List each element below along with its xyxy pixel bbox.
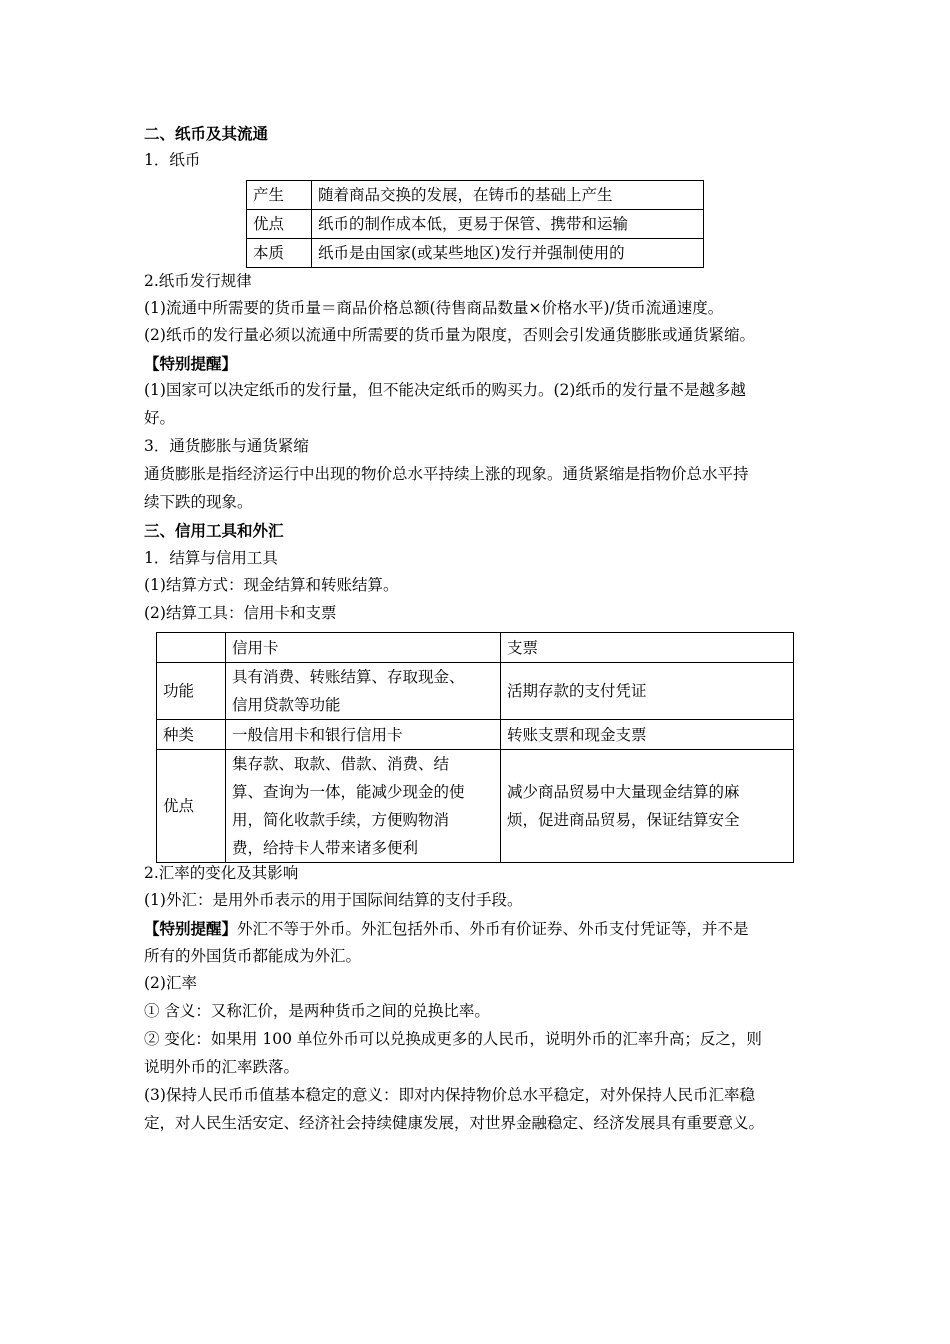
table-cell: 纸币是由国家(或某些地区)发行并强制使用的 — [312, 239, 704, 268]
issuance-rule-subheading: 2.纸币发行规律 — [144, 272, 252, 290]
cell-line: 集存款、取款、借款、消费、结 — [232, 755, 450, 773]
exchange-rate-subheading: 2.汇率的变化及其影响 — [144, 864, 299, 882]
paper-money-table — [246, 180, 704, 268]
inflation-subheading: 3．通货膨胀与通货紧缩 — [144, 437, 309, 455]
table-cell — [226, 663, 501, 720]
table-cell: 产生 — [247, 181, 312, 210]
table-cell: 种类 — [157, 720, 226, 750]
table-cell: 功能 — [157, 663, 226, 720]
paragraph: (1)外汇：是用外币表示的用于国际间结算的支付手段。 — [144, 891, 523, 909]
paragraph: (3)保持人民币币值基本稳定的意义：即对内保持物价总水平稳定，对外保持人民币汇率稳 — [144, 1086, 755, 1104]
cell-line: 用，简化收款手续，方便购物消 — [232, 811, 450, 829]
paragraph: 好。 — [144, 409, 176, 427]
table-row — [157, 663, 794, 720]
paragraph: (1)国家可以决定纸币的发行量，但不能决定纸币的购买力。(2)纸币的发行量不是越多越 — [144, 381, 746, 399]
cell-line: 一般信用卡和银行信用卡 — [232, 725, 403, 744]
cell-line: 算、查询为一体，能减少现金的使 — [232, 783, 465, 801]
table-row — [247, 239, 704, 268]
paragraph: 所有的外国货币都能成为外汇。 — [144, 947, 362, 965]
cell-line: 费，给持卡人带来诸多便利 — [232, 839, 419, 857]
cell-line: 减少商品贸易中大量现金结算的麻 — [507, 783, 740, 801]
paper-money-subheading: 1．纸币 — [144, 151, 201, 169]
cell-line: 活期存款的支付凭证 — [507, 682, 647, 700]
table-cell: 本质 — [247, 239, 312, 268]
paragraph: (2)汇率 — [144, 974, 197, 992]
paragraph: ① 含义：又称汇价，是两种货币之间的兑换比率。 — [144, 1002, 490, 1020]
table-cell: 随着商品交换的发展，在铸币的基础上产生 — [312, 181, 704, 210]
table-cell — [157, 633, 226, 663]
cell-line: 具有消费、转账结算、存取现金、 — [232, 668, 465, 686]
table-cell — [501, 663, 794, 720]
paragraph-text: 外汇不等于外币。外汇包括外币、外币有价证券、外币支付凭证等，并不是 — [237, 920, 749, 938]
table-cell — [501, 750, 794, 863]
table-row — [247, 181, 704, 210]
special-reminder-label: 【特别提醒】 — [144, 919, 238, 938]
section3-heading: 三、信用工具和外汇 — [144, 521, 284, 540]
paragraph: 说明外币的汇率跌落。 — [144, 1058, 300, 1076]
paragraph: 续下跌的现象。 — [144, 493, 253, 511]
table-cell: 纸币的制作成本低，更易于保管、携带和运输 — [312, 210, 704, 239]
paragraph: 通货膨胀是指经济运行中出现的物价总水平持续上涨的现象。通货紧缩是指物价总水平持 — [144, 465, 749, 483]
table-cell: 信用卡 — [226, 633, 501, 663]
paragraph: (2)纸币的发行量必须以流通中所需要的货币量为限度，否则会引发通货膨胀或通货紧缩。 — [144, 326, 755, 344]
table-row — [157, 720, 794, 750]
credit-tools-table — [156, 632, 794, 863]
section2-heading: 二、纸币及其流通 — [144, 124, 269, 143]
table-row — [247, 210, 704, 239]
cell-line: 烦，促进商品贸易，保证结算安全 — [507, 811, 740, 829]
table-cell — [226, 720, 501, 750]
table-cell — [226, 750, 501, 863]
paragraph: (1)流通中所需要的货币量＝商品价格总额(待售商品数量×价格水平)/货币流通速度。 — [144, 299, 724, 317]
cell-line: 信用贷款等功能 — [232, 696, 341, 714]
paragraph — [144, 915, 808, 943]
table-cell: 优点 — [157, 750, 226, 863]
cell-line: 转账支票和现金支票 — [507, 725, 647, 744]
table-cell — [501, 720, 794, 750]
table-cell: 支票 — [501, 633, 794, 663]
paragraph: 定，对人民生活安定、经济社会持续健康发展，对世界金融稳定、经济发展具有重要意义。 — [144, 1114, 765, 1132]
special-reminder-label: 【特别提醒】 — [144, 354, 238, 373]
paragraph: (1)结算方式：现金结算和转账结算。 — [144, 576, 399, 594]
table-cell: 优点 — [247, 210, 312, 239]
paragraph: ② 变化：如果用 100 单位外币可以兑换成更多的人民币，说明外币的汇率升高；反之，则 — [144, 1030, 762, 1048]
table-row — [157, 750, 794, 863]
table-row — [157, 633, 794, 663]
settlement-subheading: 1．结算与信用工具 — [144, 549, 278, 567]
paragraph: (2)结算工具：信用卡和支票 — [144, 604, 337, 622]
